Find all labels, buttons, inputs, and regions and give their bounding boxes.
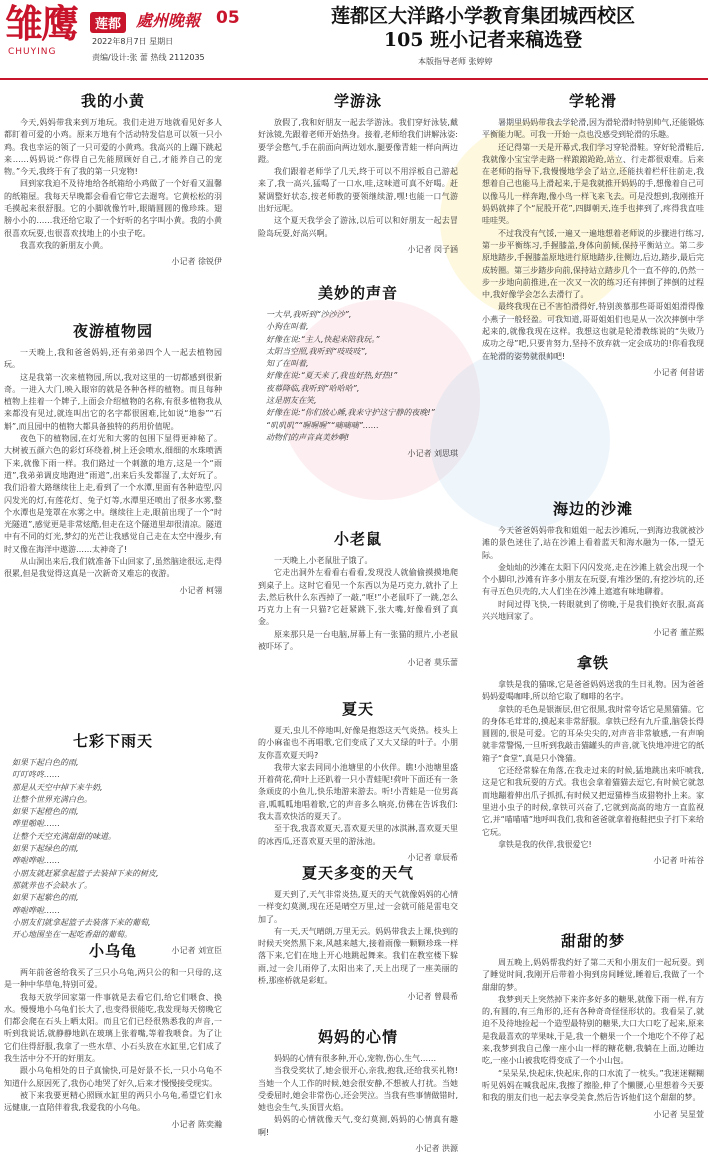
poem-line: 开心地围坐在一起吃香甜的葡萄。 bbox=[12, 930, 132, 940]
logo: 雏鹰 bbox=[5, 1, 78, 46]
article-author: 小记者 莫乐蕾 bbox=[407, 658, 458, 668]
article-title: 海边的沙滩 bbox=[552, 500, 633, 518]
paragraph: 至于我,我喜欢夏天,喜欢夏天里的冰淇淋,喜欢夏天里的冰西瓜,还喜欢夏天里的游泳池。 bbox=[258, 824, 458, 846]
poem-line: 太阳当空照,我听到“吱吱吱”, bbox=[266, 346, 368, 356]
article-author: 小记者 洪源 bbox=[415, 1144, 458, 1154]
article-latte bbox=[482, 652, 704, 866]
paragraph: 这是我第一次来植物园,所以,我对这里的一切都感到很新奇。一进入大门,映入眼帘的就是各种各样的植物。而且每种植物上挂着一个牌子,上面会介绍植物的名称,有很多植物我从来都没有见过,就连叫出它的名字都很困难,比如说“地参”“石斛”,而且园中的植物大都具备独特的药用价值呢。 bbox=[4, 372, 222, 431]
article-skating bbox=[482, 90, 704, 378]
article-mom-mood bbox=[258, 1026, 458, 1154]
paragraph: 金灿灿的沙滩在太阳下闪闪发亮,走在沙滩上就会出现一个个小脚印,沙滩有许多小朋友在玩耍,有堆沙堡的,有挖沙坑的,还有寻五色贝壳的,大人们坐在沙滩上遮遮有味地聊着。 bbox=[482, 562, 704, 597]
page-number: 05 bbox=[216, 8, 240, 28]
poem-line: 哗里啪啦…… bbox=[12, 819, 60, 829]
paragraph: 一天晚上,小老鼠肚子饿了。 bbox=[274, 556, 373, 565]
paper-name: 處州晚報 bbox=[136, 11, 201, 30]
instructor-line: 本版指导老师 张婷婷 bbox=[418, 57, 493, 66]
paragraph: 有一天,天气晴朗,万里无云。妈妈带我去上课,快到的时候天突然黑下来,风越来越大,接着雨像一颗颗珍珠一样落下来,它们在地上开心地跳起舞来。我们在教室楼下躲雨,过一会儿雨停了,太阳出来了,天上出现了一座美丽的桥,那座桥就是彩虹。 bbox=[258, 926, 458, 986]
article-author: 小记者 吴星萱 bbox=[653, 1109, 704, 1119]
poem-line: 知了在叫着, bbox=[266, 359, 309, 369]
paragraph: 拿铁是我的伙伴,我很爱它! bbox=[498, 839, 592, 849]
paragraph: 从山洞出来后,我们就准备下山回家了,虽然脑途很远,走得很累,但是我觉得这真是一次新奇又难忘的夜游。 bbox=[4, 557, 222, 579]
dateline: 2022年8月7日 星期日 bbox=[92, 37, 174, 46]
poem-line: 这是朋友在笑, bbox=[266, 396, 317, 406]
paragraph: 原来那只是一台电脑,屏幕上有一张猫的照片,小老鼠被吓坏了。 bbox=[258, 629, 458, 652]
paragraph: 今天,妈妈带我来到万地玩。我们走进万地就看见好多人都盯着可爱的小鸡。原来万地有个活动特发信息可以领一只小鸡。我也幸运的领了一只可爱的小黄鸡。我高兴的上蹦下跳起来……妈妈说:“你得自己先能照顾好自己,才能养自己的宠物。”今天,我终于有了我的第一只宠物! bbox=[4, 118, 222, 177]
paragraph: “呆呆呆,快起床,快起床,你的口水流了一枕头。”我迷迷糊糊听见妈妈在喊我起床,我擦了擦脸,伸了个懒腰,心里想着今天要和我的朋友们也一起去享受美食,然后告诉他们这个甜甜的梦。 bbox=[482, 1068, 704, 1103]
paragraph: 夏天,虫儿不停地叫,好像是抱怨这天气炎热。枝头上的小麻雀也不再唱歌,它们变成了又大又绿的叶子。小朋友你喜欢夏天吗? bbox=[258, 726, 458, 760]
article-author: 小记者 叶祐谷 bbox=[653, 856, 704, 866]
poem-line: 夜幕降临,我听到“哈哈哈”, bbox=[266, 383, 360, 393]
article-author: 小记者 徐锐伊 bbox=[171, 257, 222, 267]
article-night-plants bbox=[4, 320, 222, 596]
headline-line-1: 莲都区大洋路小学教育集团城西校区 bbox=[330, 5, 635, 27]
article-body bbox=[482, 957, 704, 1105]
article-author: 小记者 曾晨希 bbox=[407, 992, 458, 1002]
paragraph: 放假了,我和好朋友一起去学游泳。我们穿好泳装,戴好泳镜,先跟着老师开始热身。接着,老师给我们讲解泳姿:要学会憋气,手在前面向两边划水,腿要像青蛙一样向两边蹬。 bbox=[258, 118, 458, 164]
article-title: 我的小黄 bbox=[80, 92, 145, 110]
article-summer bbox=[258, 698, 458, 863]
poem-line: 让整个天空充满甜甜的味道。 bbox=[12, 831, 116, 841]
article-author: 小记者 刘宣臣 bbox=[171, 946, 222, 956]
article-author: 小记者 陈奕瀚 bbox=[171, 1119, 222, 1129]
article-title: 夏天 bbox=[341, 700, 374, 718]
poem-line: 一大早,我听到“沙沙沙”, bbox=[266, 310, 352, 319]
poem-line: 如果下起橙色的雨, bbox=[12, 807, 79, 817]
poem-line: 让整个世界充满白色。 bbox=[12, 794, 92, 804]
article-body bbox=[482, 117, 704, 363]
article-author: 小记者 何昔诺 bbox=[653, 367, 704, 377]
paragraph: 最终我现在已不害怕滑得好,特别羡慕那些哥哥姐姐滑得像小燕子一般轻盈。可我知道,哥哥姐姐们也是从一次次摔倒中学起来的,就像我现在这样。我想这也就是轮滑教练说的“失败乃成功之母”吧,只要肯努力,坚持不放弃就一定会成功的!你看我现在轮滑的姿势就很帅吧! bbox=[482, 302, 704, 361]
paragraph: 妈妈的心情就像天气,变幻莫测,妈妈的心情真有趣啊! bbox=[258, 1115, 458, 1137]
poem-line: 动物们的声音真美妙啊! bbox=[266, 432, 350, 442]
article-title: 小老鼠 bbox=[333, 530, 382, 548]
article-author: 小记者 柯翎 bbox=[179, 585, 222, 595]
poem-line: 叮叮咚咚…… bbox=[12, 770, 60, 780]
article-rainbow-rain bbox=[4, 730, 222, 956]
poem-line: “叽叽叽”“喔喔喔”“嘀嘀嘀”…… bbox=[266, 420, 379, 430]
article-body bbox=[258, 1053, 458, 1139]
poem-body bbox=[258, 309, 458, 444]
article-my-duck bbox=[4, 90, 222, 267]
article-body bbox=[4, 967, 222, 1115]
paragraph: 周五晚上,妈妈帮我约好了第二天和小朋友们一起玩耍。到了睡觉时间,我刚开后带着小狗到房间睡觉,睡着后,我做了一个甜甜的梦。 bbox=[482, 958, 704, 992]
article-mouse bbox=[258, 528, 458, 668]
headline-line-2: 105 班小记者来稿选登 bbox=[383, 29, 583, 51]
article-sounds bbox=[258, 282, 458, 459]
article-title: 甜甜的梦 bbox=[560, 932, 625, 950]
article-body bbox=[482, 679, 704, 851]
article-title: 学游泳 bbox=[333, 92, 382, 110]
poem-line: 如果下起紫色的雨, bbox=[12, 893, 79, 903]
paragraph: 我每天放学回家第一件事就是去看它们,给它们喂食、换水。慢慢地小乌龟们长大了,也变得很能吃,我发现每天傍晚它们都会爬在石头上晒太阳。而且它们已经很熟悉我的声音,一听到我说话,就静静地趴在玻璃上张着嘴,等着我喂食。为了让它们住得舒服,我拿了一些水草、小石头放在水缸里,它们成了我生活中分不开的好朋友。 bbox=[4, 992, 222, 1064]
paragraph: 拿铁是我的猫咪,它是爸爸妈妈送我的生日礼物。因为爸爸妈妈爱喝咖啡,所以给它取了咖啡的名字。 bbox=[482, 680, 704, 702]
article-author: 小记者 闵子涵 bbox=[407, 244, 458, 254]
paragraph: 夏天到了,天气非常炎热,夏天的天气就像妈妈的心情一样变幻莫测,现在还是晴空万里,过一会就可能是雷电交加了。 bbox=[258, 890, 458, 924]
masthead bbox=[0, 0, 708, 82]
paragraph: 被下来我要更精心照顾水缸里的两只小乌龟,希望它们永远健康,一直陪伴着我,我爱我的小乌龟。 bbox=[4, 1090, 222, 1113]
poem-line: 那是从天空中掉下来牛奶, bbox=[12, 782, 103, 792]
paragraph: 时间过得飞快,一转眼就到了傍晚,于是我们换好衣服,高高兴兴地回家了。 bbox=[482, 599, 704, 622]
paragraph: 一天晚上,我和爸爸妈妈,还有弟弟四个人一起去植物园玩。 bbox=[4, 348, 222, 370]
article-swimming bbox=[258, 90, 458, 255]
poem-line: 如果下起绿色的雨, bbox=[12, 844, 79, 854]
paragraph: 这个夏天我学会了游泳,以后可以和好朋友一起去冒险岛玩耍,好高兴啊。 bbox=[258, 216, 458, 238]
paragraph: 两年前爸爸给我买了三只小乌龟,两只公的和一只母的,这是一种中华草龟,特别可爱。 bbox=[4, 968, 222, 990]
paragraph: 拿铁的毛色是银渐层,但它很黑,我时常夸话它是黑猫猫。它的身体毛茸茸的,摸起来非常舒服。拿铁已经有九斤重,脑袋长得圆圆的,很是可爱。它的耳朵尖尖的,对声音非常敏感,一有声响就非常警惕,一旦听到我敲击猫罐头的声音,就飞快地冲进它的纸箱子“食堂”,真是只小馋猫。 bbox=[482, 704, 704, 763]
article-body bbox=[258, 117, 458, 240]
poem-line: 小朋友就赶紧拿起篮子去装掉下来的树皮, bbox=[12, 868, 159, 878]
article-title: 美妙的声音 bbox=[317, 284, 398, 302]
article-body bbox=[4, 117, 222, 252]
poem-line: 那就养也不会缺水了。 bbox=[12, 880, 92, 890]
poem-line: 哗啦哗啦…… bbox=[12, 856, 60, 866]
article-turtle bbox=[4, 940, 222, 1130]
paragraph: 我梦到天上突然掉下来许多好多的糖果,就像下雨一样,有方的,有圆的,有三角形的,还有各种奇奇怪怪形状的。我看呆了,就迫不及待地捡起一个造型最特别的糖果,大口大口吃了起来,原来是我最喜欢的苹果味,于是,我一个糖果一个一个地吃个不停了起来,我梦到我自己像一座小山一样的糖花糖,我躺在上面,边睡边吃,一座小山被我吃得变成了一个小山包。 bbox=[482, 994, 704, 1066]
article-title: 夏天多变的天气 bbox=[301, 864, 414, 882]
article-title: 拿铁 bbox=[576, 654, 609, 672]
article-body bbox=[4, 347, 222, 581]
paragraph: 它走出洞外左看看右看看,发现没人就偷偷摸摸地爬到桌子上。这时它看见一个东西以为是巧克力,就扑了上去,然后秋什么东西掉了一敲,“哐!”小老鼠吓了一跳,怎么巧克力上有一只猫?它赶紧跳下,张大嘴,好像看到了真金。 bbox=[258, 568, 458, 627]
article-title: 夜游植物园 bbox=[72, 322, 153, 340]
article-weather bbox=[258, 862, 458, 1002]
article-body bbox=[482, 525, 704, 623]
poem-line: 小狗在叫着, bbox=[266, 322, 309, 332]
article-body bbox=[258, 555, 458, 653]
section-badge: 莲都 bbox=[90, 12, 126, 33]
article-body bbox=[258, 725, 458, 848]
paragraph: 夜色下的植物园,在灯光和大雾的包围下显得更神秘了。大树被五颜六色的彩灯环绕着,树上还会喷水,细细的水珠喷洒下来,就像下雨一样。我们路过一个刺激的地方,这是一个“雨道”,我弟弟调皮地跑进“雨道”,出来后头发都湿了,太好玩了。我们沿着大路继续往上走,看到了一个水潭,里面有各种造型,闪闪发光的灯,有莲花灯、兔子灯等,水潭里还喷出了很多水雾,整个水潭也是笼罩在水雾之中。继续往上走,眼前出现了一个“时光隧道”,感觉更是非常炫酷,但走在这个隧道里却很清凉。隧道中有不同的灯光,梦幻的光芒让我感觉自己走在太空中漫步,有时又像在海洋中遨游……太神奇了! bbox=[4, 434, 222, 554]
paragraph: 暑期里妈妈带我去学轮滑,因为滑轮滑时特别帅气,还能锻炼平衡能力呢。可我一开始一点也没感受到轮滑的乐趣。 bbox=[482, 118, 704, 140]
paragraph: 回到家我迫不及待地给各纸箱给小鸡做了一个好看又温馨的纸箱屋。我每天早晚都会看看它带它去遛弯。它黄松松的羽毛摸起来很舒服。它的小脚就像竹叶,眼睛圆圆的像珍珠。翅膀小小的……我还给它取了一个好听的名字叫小黄。我的小黄很喜欢玩耍,也很喜欢找地上的小虫子吃。 bbox=[4, 179, 222, 238]
editor-line: 责编/设计:张 蕾 热线 2112035 bbox=[92, 53, 205, 62]
logo-subtitle: CHUYING bbox=[8, 47, 57, 57]
article-title: 学轮滑 bbox=[568, 92, 617, 110]
poem-line: 哗啦哗啦…… bbox=[12, 905, 60, 915]
poem-line: 如果下起白色的雨, bbox=[12, 758, 79, 767]
paragraph: 跟小乌龟相处的日子真愉快,可是好景不长,一只小乌龟不知道什么原因死了,我伤心地哭了好久,后来才慢慢接受现实。 bbox=[4, 1066, 222, 1088]
paragraph: 我带大家去同同小池塘里的小伙伴。瞧!小池塘里盛开着荷花,荷叶上还趴着一只小青蛙呢!荷叶下面还有一条条顽皮的小鱼儿,快乐地游来游去。听!小青蛙是一位男高音,呱呱呱地唱着歌,它的声音多么响亮,仿佛在告诉我们:我太喜欢快活的夏天了。 bbox=[258, 762, 458, 822]
poem-line: 好像在说:“夏天来了,我也好热,好热!” bbox=[266, 371, 398, 381]
paragraph: 今天爸爸妈妈带我和姐姐一起去沙滩玩,一到海边我就被沙滩的景色迷住了,站在沙滩上看着蓝天和海水融为一体,一望无际。 bbox=[482, 526, 704, 560]
article-title: 七彩下雨天 bbox=[72, 732, 153, 750]
paragraph: 我喜欢我的新朋友小黄。 bbox=[20, 240, 108, 250]
paragraph: 当我受奖状了,她会很开心,亲我,抱我,还给我买礼物!当她一个人工作的时候,她会很安静,不想被人打扰。当她受委屈时,她会非常伤心,还会哭泣。当我有些事情做错时,她也会生气,头顶冒火焰。 bbox=[258, 1066, 458, 1113]
article-title: 妈妈的心情 bbox=[317, 1028, 398, 1046]
poem-line: 好像在说:“你们放心睡,我来守护这宁静的夜晚!” bbox=[266, 408, 435, 418]
paragraph: 妈妈的心情有很多种,开心,宠物,伤心,生气…… bbox=[274, 1054, 437, 1063]
article-beach bbox=[482, 498, 704, 638]
article-title: 小乌龟 bbox=[88, 942, 137, 960]
article-author: 小记者 章辰希 bbox=[407, 852, 458, 862]
paragraph: 不过我没有气馁,一遍又一遍地想着老师说的步骤进行练习,第一步平衡练习,手握膝盖,身体向前倾,保持平衡站立。第二步原地踏步,手握膝盖原地进行原地踏步,往侧边,后边,踏步,最后完成转圈。第三步踏步向前,保持站立踏步几个一直不停的,仍然一步一步地向前推进,在一次又一次的练习还有摔倒了摔倒的过程中,我好像学会怎么去滑行了。 bbox=[482, 228, 704, 300]
paragraph: 我们跟着老师学了几天,终于可以不用浮板自己游起来了,我一高兴,猛喝了一口水,哇,这味道可真不好喝。赶紧调整好状态,按老师教的要领继续游,嘿!也能一口气游出好远呢。 bbox=[258, 167, 458, 214]
poem-line: 好像在说:“主人,快起来陪我玩。” bbox=[266, 334, 380, 344]
masthead-rule bbox=[0, 78, 708, 80]
poem-body bbox=[4, 757, 222, 941]
paragraph: 它还经常躲在角落,在我走过来的时候,猛地跳出来吓唬我,这是它和我玩耍的方式。我也会拿着猫猫去逗它,有时候它就忽而地蹦着伸出爪子抓抓,有时候又把逗猫棒当成猎物扑上来。家里进小虫子的时候,拿铁可兴奋了,它就到高高的地方一直监视它,并“喵喵喵”地呼叫我们,我和爸爸就拿着拖鞋把虫子打下来给它玩。 bbox=[482, 766, 704, 837]
article-dream bbox=[482, 930, 704, 1120]
article-author: 小记者 刘思琪 bbox=[407, 449, 458, 459]
paragraph: 还记得第一天是开幕式,我们学习穿轮滑鞋。穿好轮滑鞋后,我就像小宝宝学走路一样踉踉跄跄,站立、行走都很艰难。后来在老师的指导下,我慢慢地学会了站立,还能扶着栏杆往前走,我想着自己也能马上滑起来,于是我就推开妈妈的手,想像着自己可以像马儿一样奔跑,像小鸟一样飞来飞去。可是没想到,我刚推开妈妈就摔了个“屁股开花”,四脚朝天,连手也摔到了,疼得我直哇哇哇哭。 bbox=[482, 142, 704, 226]
article-body bbox=[258, 889, 458, 987]
article-author: 小记者 董芷熙 bbox=[653, 628, 704, 638]
poem-line: 小朋友们就拿起篮子去装落下来的葡萄, bbox=[12, 917, 151, 927]
page-headline bbox=[268, 4, 698, 52]
